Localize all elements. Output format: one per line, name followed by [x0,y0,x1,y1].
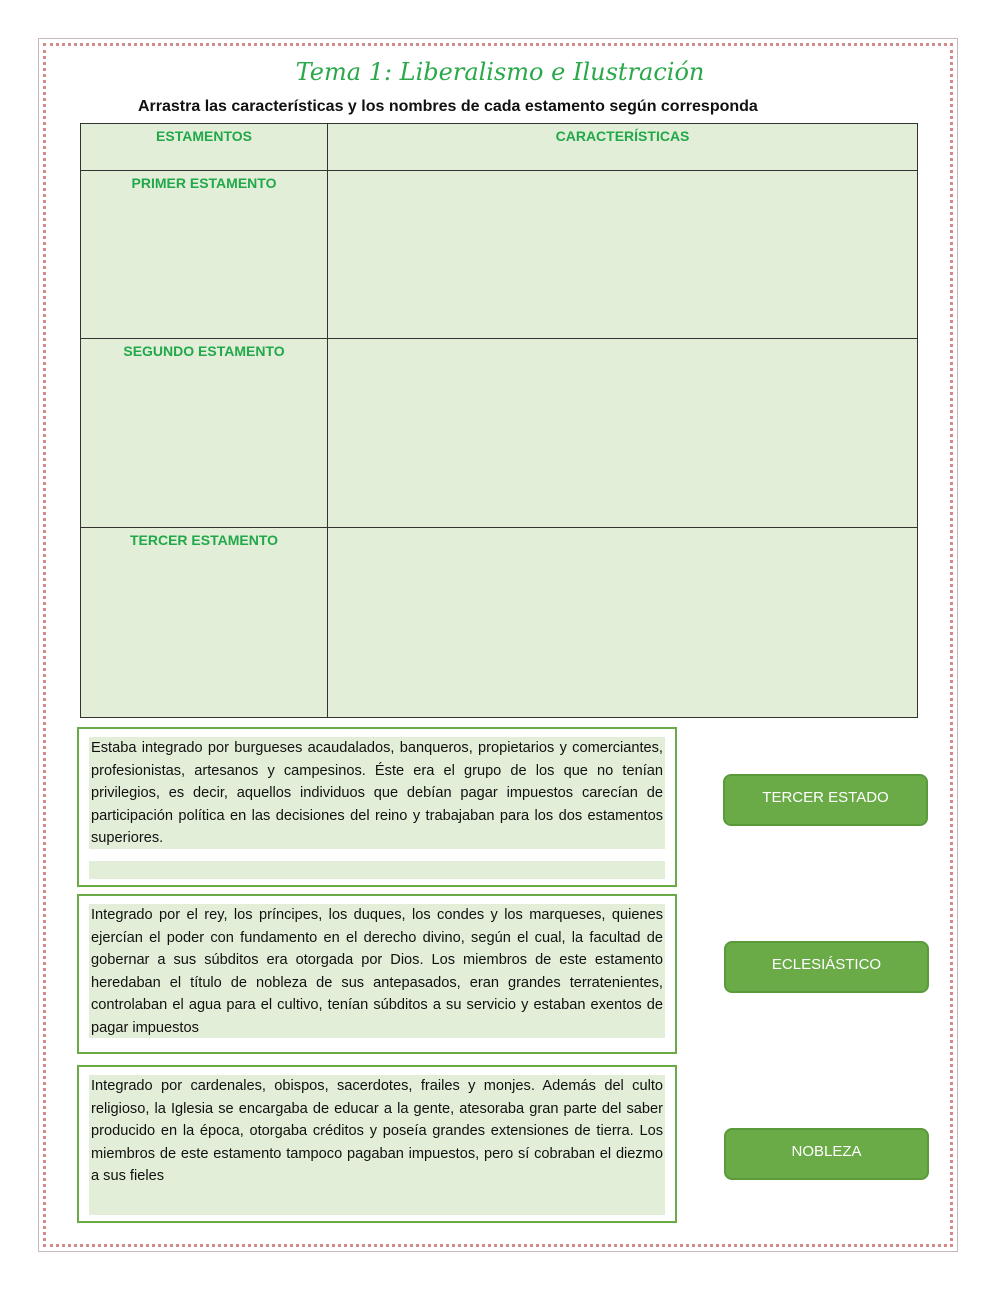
card-text: Integrado por el rey, los príncipes, los duques, los condes y los marqueses, quienes ejercían el poder con fundamento en el derecho divino, según el cual, la facultad de gobernar a sus súbditos era otorgada por Dios. Los miembros de este estamento heredaban el título de nobleza de sus antepasados, eran grandes terratenientes, controlaban el agua para el cultivo, tenían súbditos a su servicio y estaban exentos de pagar impuestos [89,904,665,1038]
row-label-primer: PRIMER ESTAMENTO [81,171,328,339]
label-nobleza[interactable]: NOBLEZA [724,1128,929,1180]
page-title: Tema 1: Liberalismo e Ilustración [295,58,705,86]
drop-zone-segundo[interactable] [328,339,918,528]
card-text: Integrado por cardenales, obispos, sacerdotes, frailes y monjes. Además del culto religioso, la Iglesia se encargaba de educar a la gente, atesoraba gran parte del saber producido en la época, otorgaba créditos y poseía grandes extensiones de tierra. Los miembros de este estamento tampoco pagaban impuestos, pero sí cobraban el diezmo a sus fieles [89,1075,665,1215]
header-estamentos: ESTAMENTOS [81,124,328,171]
card-text: Estaba integrado por burgueses acaudalados, banqueros, propietarios y comerciantes, profesionistas, artesanos y campesinos. Éste era el grupo de los que no tenían privilegios, es decir, aquellos individuos que debían pagar impuestos carecían de participación política en las decisiones del reino y trabajaban para los dos estamentos superiores. [89,737,665,849]
row-label-segundo: SEGUNDO ESTAMENTO [81,339,328,528]
draggable-card-2[interactable] [77,894,677,1054]
drop-zone-primer[interactable] [328,171,918,339]
instruction-text: Arrastra las características y los nombres de cada estamento según corresponda [138,98,758,115]
table-header-row [81,124,918,171]
label-tercer-estado[interactable]: TERCER ESTADO [723,774,928,826]
header-caracteristicas: CARACTERÍSTICAS [328,124,918,171]
table-row [81,171,918,339]
table-row [81,528,918,718]
draggable-card-3[interactable] [77,1065,677,1223]
draggable-card-1[interactable] [77,727,677,887]
label-eclesiastico[interactable]: ECLESIÁSTICO [724,941,929,993]
row-label-tercer: TERCER ESTAMENTO [81,528,328,718]
drop-zone-tercer[interactable] [328,528,918,718]
table-row [81,339,918,528]
estamentos-table [80,123,918,718]
